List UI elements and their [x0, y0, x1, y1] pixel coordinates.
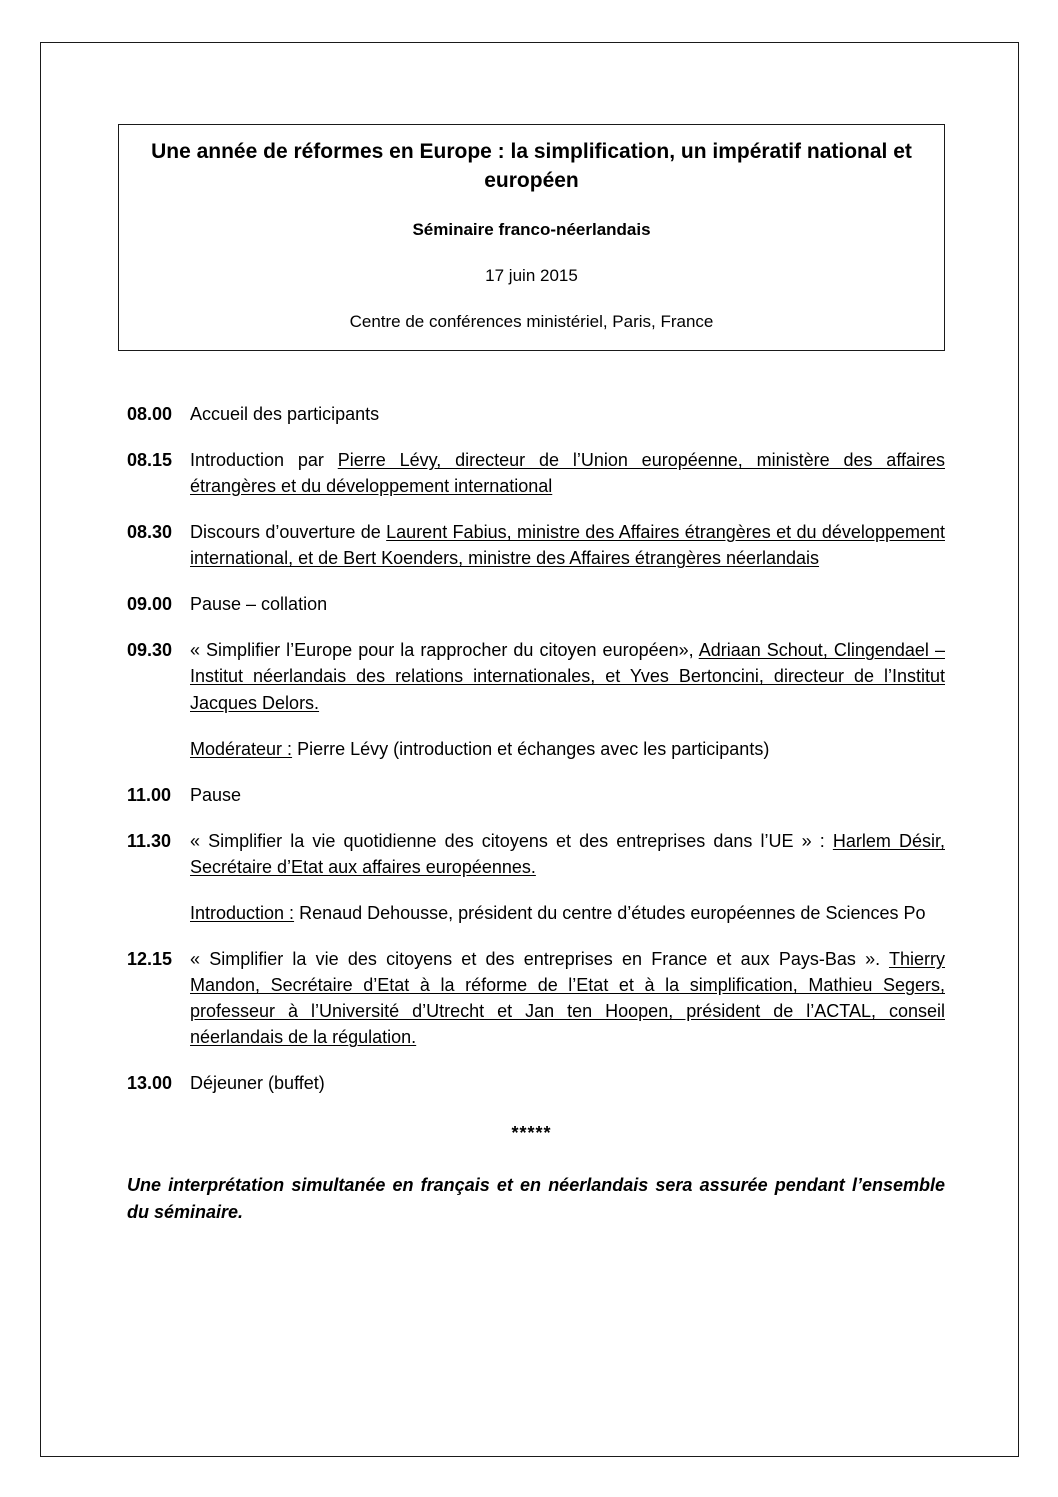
document-title: Une année de réformes en Europe : la simplification, un impératif national et européen: [151, 140, 912, 193]
header-box: [118, 124, 945, 351]
schedule-time: 08.15: [127, 449, 173, 470]
plain-text: « Simplifier la vie des citoyens et des entreprises en France et aux Pays-Bas ».: [190, 949, 889, 970]
schedule-item: [127, 782, 945, 808]
plain-text: Renaud Dehousse, président du centre d’études européennes de Sciences Po: [294, 903, 926, 923]
underlined-text: Modérateur :: [190, 738, 293, 759]
schedule-entry-body: [190, 401, 945, 427]
schedule-text: [190, 401, 945, 427]
schedule-time: 08.00: [127, 403, 173, 424]
schedule-item: [127, 519, 945, 571]
schedule-entry-body: [190, 519, 945, 571]
schedule-time: 08.30: [127, 522, 173, 543]
schedule-time: 13.00: [127, 1073, 173, 1094]
schedule-text: [190, 637, 945, 715]
schedule-entry-body: [190, 637, 945, 761]
underlined-text: Pierre Lévy, directeur de l’Union européenne, ministère des affaires étrangères et du développement international: [190, 449, 946, 496]
schedule-text: [190, 946, 945, 1050]
underlined-text: Laurent Fabius, ministre des Affaires étrangères et du développement international, et de Bert Koenders, ministre des Affaires étrangères néerlandais: [190, 522, 945, 569]
schedule-item: [127, 828, 945, 926]
schedule-text: [190, 591, 945, 617]
schedule-item: [127, 946, 945, 1050]
underlined-text: Adriaan Schout, Clingendael – Institut néerlandais des relations internationales, et Yves Bertoncini, directeur de l’Institut Jacques Delors.: [190, 640, 945, 713]
schedule-item: [127, 591, 945, 617]
plain-text: « Simplifier la vie quotidienne des citoyens et des entreprises dans l’UE » :: [190, 830, 833, 851]
schedule-entry-body: [190, 782, 945, 808]
document-date: 17 juin 2015: [485, 265, 578, 285]
schedule-text: [190, 782, 945, 808]
schedule-entry-body: [190, 946, 945, 1050]
plain-text: Accueil des participants: [190, 403, 380, 424]
schedule-entry-body: [190, 591, 945, 617]
schedule-time: 09.30: [127, 640, 173, 661]
schedule-time: 12.15: [127, 949, 173, 970]
schedule-list: [118, 401, 945, 1097]
plain-text: Déjeuner (buffet): [190, 1073, 325, 1094]
plain-text: Discours d’ouverture de: [190, 522, 387, 543]
schedule-time: 09.00: [127, 594, 173, 615]
schedule-item: [127, 637, 945, 761]
schedule-item: [127, 447, 945, 499]
document-subtitle: Séminaire franco-néerlandais: [412, 219, 651, 239]
document-location: Centre de conférences ministériel, Paris, France: [349, 311, 714, 331]
separator-stars: *****: [511, 1122, 552, 1143]
schedule-item: [127, 401, 945, 427]
schedule-item: [127, 1070, 945, 1096]
schedule-text: [190, 1070, 945, 1096]
plain-text: Pierre Lévy (introduction et échanges avec les participants): [292, 738, 770, 759]
schedule-text: [190, 519, 945, 571]
plain-text: Pause: [190, 784, 242, 805]
schedule-text: [190, 447, 945, 499]
plain-text: « Simplifier l’Europe pour la rapprocher du citoyen européen»,: [190, 640, 699, 661]
schedule-time: 11.00: [127, 784, 172, 805]
schedule-entry-body: [190, 1070, 945, 1096]
schedule-text: [190, 736, 945, 762]
schedule-text: [190, 900, 945, 926]
schedule-entry-body: [190, 447, 945, 499]
underlined-text: Introduction :: [190, 903, 295, 923]
underlined-text: Thierry Mandon, Secrétaire d’Etat à la réforme de l’Etat et à la simplification, Mathieu Segers, professeur à l’Université d’Utrecht et Jan ten Hoopen, président de l’ACTAL, conseil néerlandais de la régulation.: [190, 949, 945, 1048]
footer-note: Une interprétation simultanée en français et en néerlandais sera assurée pendant l’ensemble du séminaire.: [127, 1174, 945, 1223]
plain-text: Introduction par: [190, 449, 338, 470]
schedule-text: [190, 828, 945, 880]
document-content: [118, 124, 945, 1227]
schedule-entry-body: [190, 828, 945, 926]
underlined-text: Harlem Désir, Secrétaire d’Etat aux affaires européennes.: [190, 830, 945, 877]
schedule-time: 11.30: [127, 830, 172, 851]
plain-text: Pause – collation: [190, 594, 328, 615]
